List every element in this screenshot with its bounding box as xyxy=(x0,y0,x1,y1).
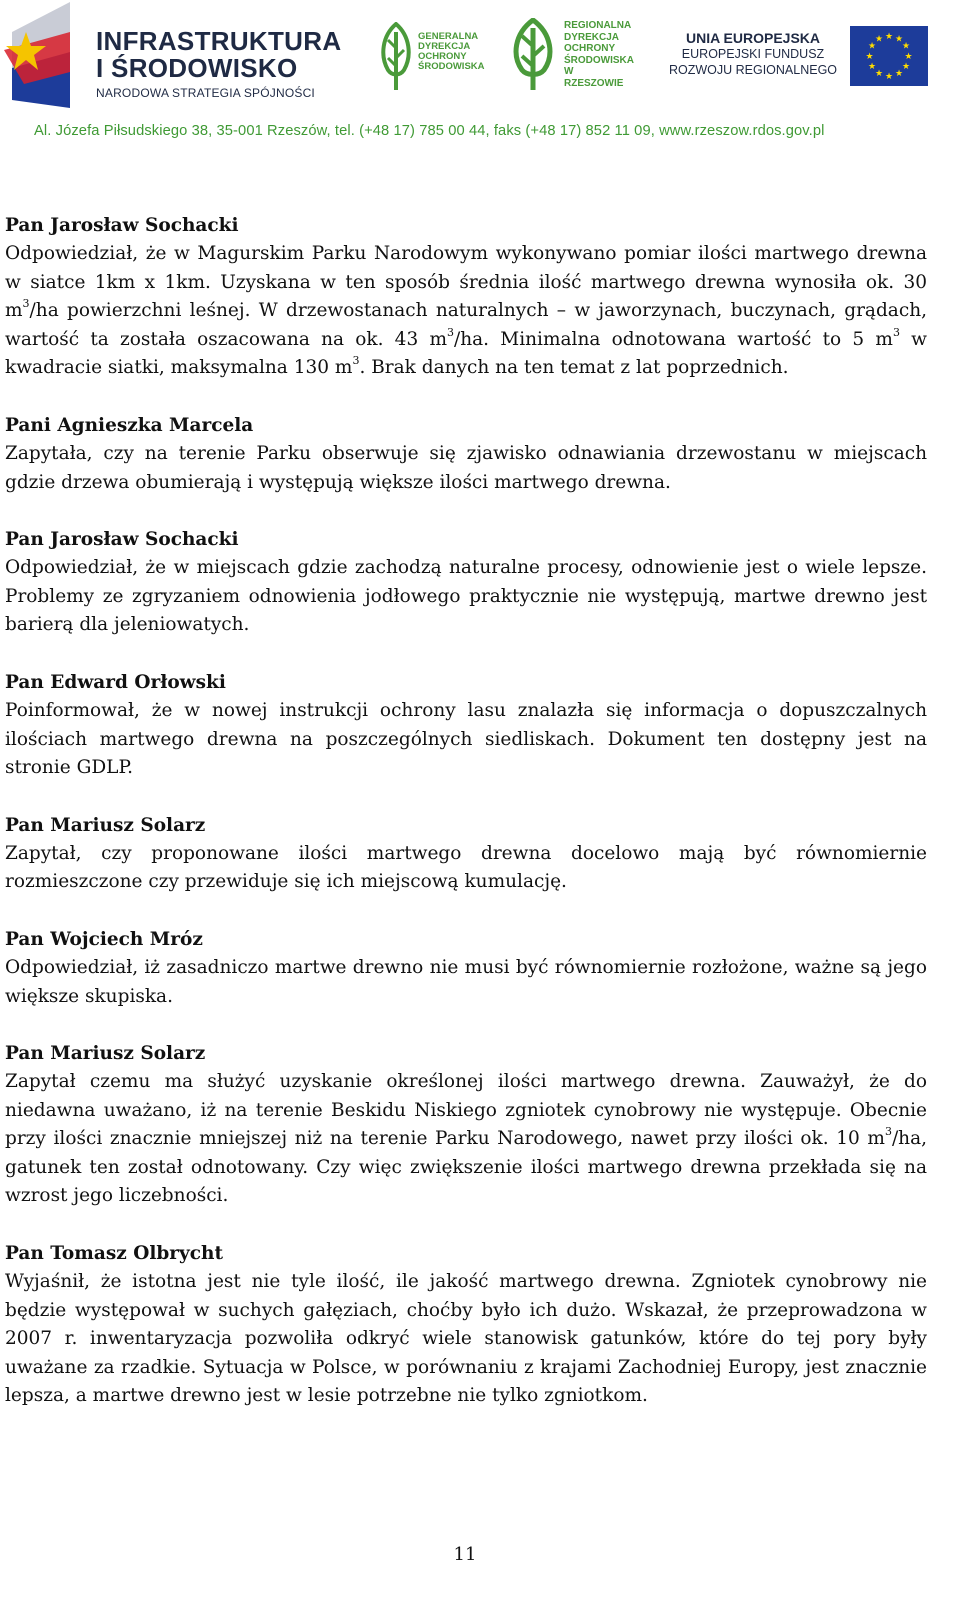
statement-text: Wyjaśnił, że istotna jest nie tyle ilość, ile jakość martwego drewna. Zgniotek cynobrowy nie będzie występował w suchych gałęziach, choćby było ich dużo. Wskazał, że przeprowadzona w 2007 r. inwentaryzacja pozwoliła odkryć wiele stanowisk gatunków, które do tej pory były uważane za rzadkie. Sytuacja w Polsce, w porównaniu z krajami Zachodniej Europy, jest znacznie lepsza, a martwe drewno jest w lesie potrzebne nie tylko zgniotkom. xyxy=(5,1271,927,1407)
rdos-line: ŚRODOWISKA xyxy=(564,54,634,66)
infra-logo-line2: I ŚRODOWISKO xyxy=(96,53,298,83)
svg-text:★: ★ xyxy=(874,69,884,79)
speaker-name: Pan Jarosław Sochacki xyxy=(5,215,239,236)
document-body xyxy=(5,211,927,1439)
statement-text: Zapytała, czy na terenie Parku obserwuje się zjawisko odnawiania drzewostanu w miejscach gdzie drzewa obumierają i występują większe ilości martwego drewna. xyxy=(5,442,927,493)
rdos-line: DYREKCJA xyxy=(564,31,620,43)
gdos-line: GENERALNA xyxy=(418,31,479,42)
statement xyxy=(5,525,927,640)
text-part: /ha, gatunek ten został odnotowany. Czy więc zwiększenie ilości martwego drewna przekłada się na wzrost jego liczebności. xyxy=(5,1128,927,1207)
superscript: 3 xyxy=(352,354,360,368)
rdos-logo-text xyxy=(564,20,634,89)
svg-text:★: ★ xyxy=(894,34,904,45)
statement xyxy=(5,668,927,783)
eu-logo-line3: ROZWOJU REGIONALNEGO xyxy=(668,63,838,77)
rdos-logo xyxy=(508,18,634,92)
svg-text:★: ★ xyxy=(904,52,913,62)
gdos-line: ŚRODOWISKA xyxy=(418,61,485,72)
text-part: Zapytał czemu ma służyć uzyskanie określonej ilości martwego drewna. Zauważył, że do niedawna uważano, iż na terenie Beskidu Niskiego zgniotek cynobrowy nie występuje. Obecnie przy ilości znacznie mniejszej niż na terenie Parku Narodowego, nawet przy ilości ok. 10 m xyxy=(5,1071,927,1150)
svg-text:★: ★ xyxy=(874,34,884,45)
statement-text: Zapytał, czy proponowane ilości martwego drewna docelowo mają być równomiernie rozmieszczone czy przewiduje się ich miejscową kumulację. xyxy=(5,842,927,893)
rdos-line: OCHRONY xyxy=(564,43,616,54)
statement xyxy=(5,211,927,383)
statement-text: Odpowiedział, że w miejscach gdzie zachodzą naturalne procesy, odnowienie jest o wiele lepsze. Problemy ze zgryzaniem odnowienia jodłowego praktycznie nie występują, martwe drewno jest barierą dla jeleniowatych. xyxy=(5,557,927,636)
speaker-name: Pan Mariusz Solarz xyxy=(5,814,206,836)
infra-logo-line3: NARODOWA STRATEGIA SPÓJNOŚCI xyxy=(96,86,315,100)
gdos-logo xyxy=(378,22,485,92)
statement xyxy=(5,811,927,897)
rdos-line: REGIONALNA xyxy=(564,20,632,31)
statement xyxy=(5,1239,927,1411)
gdos-line: DYREKCJA xyxy=(418,41,471,52)
superscript: 3 xyxy=(22,297,30,311)
superscript: 3 xyxy=(884,1125,892,1139)
statement-text: Poinformował, że w nowej instrukcji ochrony lasu znalazła się informacja o dopuszczalnych ilościach martwego drewna na poszczególnych siedliskach. Dokument ten dostępny jest na stronie GDLP. xyxy=(5,699,927,779)
statement xyxy=(5,925,927,1011)
statement xyxy=(5,411,927,497)
svg-text:★: ★ xyxy=(867,62,877,72)
svg-text:★: ★ xyxy=(865,52,874,62)
gdos-logo-text xyxy=(418,32,485,72)
speaker-name: Pan Mariusz Solarz xyxy=(5,1043,206,1065)
text-part: . Brak danych na ten temat z lat poprzednich. xyxy=(359,357,789,379)
svg-text:★: ★ xyxy=(894,69,904,79)
speaker-name: Pani Agnieszka Marcela xyxy=(5,414,254,436)
leaf-icon xyxy=(378,22,414,92)
svg-text:★: ★ xyxy=(884,32,894,42)
text-part: w kwadracie siatki, maksymalna 130 m xyxy=(5,328,928,379)
statement-text xyxy=(5,1068,927,1211)
gdos-line: OCHRONY xyxy=(418,51,467,62)
rdos-line: W RZESZOWIE xyxy=(564,66,624,89)
superscript: 3 xyxy=(447,325,454,339)
svg-text:★: ★ xyxy=(867,41,877,52)
statement xyxy=(5,1039,927,1211)
superscript: 3 xyxy=(892,325,900,339)
leaf-icon xyxy=(508,18,558,92)
page-number: 11 xyxy=(453,1544,477,1565)
svg-text:★: ★ xyxy=(901,62,911,72)
infrastruktura-srodowisko-logo xyxy=(4,2,342,110)
poland-flag-star-icon xyxy=(4,2,76,108)
eu-logo-line2: EUROPEJSKI FUNDUSZ xyxy=(681,47,825,61)
speaker-name: Pan Jarosław Sochacki xyxy=(5,529,239,551)
text-part: /ha. Minimalna odnotowana wartość to 5 m xyxy=(454,328,893,350)
text-part: Odpowiedział, że w Magurskim Parku Narodowym wykonywano pomiar ilości martwego drewna w siatce 1km x 1km. Uzyskana w ten sposób średnia ilość martwego drewna wynosiła ok. 30 m xyxy=(5,243,927,322)
statement-text: Odpowiedział, iż zasadniczo martwe drewno nie musi być równomiernie rozłożone, ważne są jego większe skupiska. xyxy=(5,956,927,1007)
svg-text:★: ★ xyxy=(901,41,911,52)
page-header xyxy=(0,0,960,160)
svg-text:★: ★ xyxy=(884,72,894,82)
eu-logo-line1: UNIA EUROPEJSKA xyxy=(685,30,821,46)
speaker-name: Pan Wojciech Mróz xyxy=(5,928,203,950)
eu-flag-icon xyxy=(850,26,928,86)
text-part: /ha powierzchni leśnej. W drzewostanach naturalnych – w jaworzynach, buczynach, grądach, wartość ta została oszacowana na ok. 43 m xyxy=(5,300,927,350)
address-line: Al. Józefa Piłsudskiego 38, 35-001 Rzeszów, tel. (+48 17) 785 00 44, faks (+48 17) 852 11 09, www.rzeszow.rdos.gov.pl xyxy=(34,122,825,139)
infra-logo-line1: INFRASTRUKTURA xyxy=(96,26,342,56)
speaker-name: Pan Tomasz Olbrycht xyxy=(5,1243,224,1265)
speaker-name: Pan Edward Orłowski xyxy=(5,671,226,693)
eu-logo-text xyxy=(664,30,842,78)
statement-text xyxy=(5,240,927,383)
infra-logo-text xyxy=(96,28,341,100)
